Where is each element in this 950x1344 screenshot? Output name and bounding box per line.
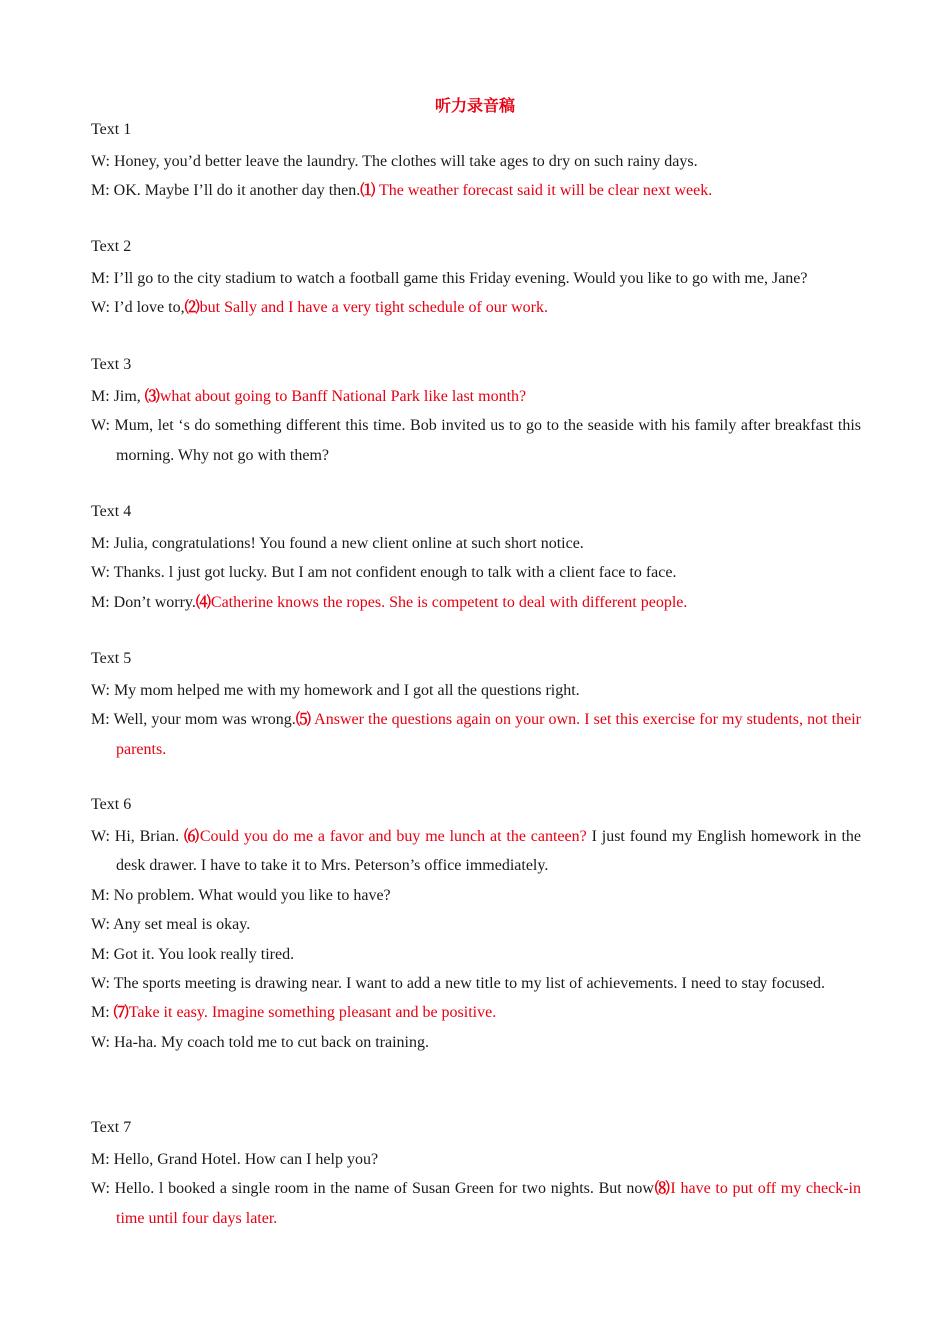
dialogue-text: M: Don’t worry. — [91, 593, 196, 611]
answer-highlight: Answer the questions again on your own. I set this exercise for my students, not their parents. — [116, 711, 861, 758]
dialogue-text: W: The sports meeting is drawing near. I want to add a new title to my list of achievements. I need to stay focused. — [91, 975, 826, 993]
answer-number-marker: ⑶ — [144, 387, 160, 405]
dialogue-line — [91, 881, 861, 910]
dialogue-lines — [91, 382, 861, 470]
dialogue-line — [91, 705, 861, 764]
dialogue-text: M: No problem. What would you like to have? — [91, 886, 391, 904]
dialogue-line — [91, 558, 861, 587]
answer-highlight: but Sally and I have a very tight schedule of our work. — [199, 299, 548, 317]
section-heading: Text 5 — [91, 650, 132, 667]
dialogue-text: M: Jim, — [91, 388, 145, 405]
dialogue-text: M: I’ll go to the city stadium to watch a football game this Friday evening. Would you like to go with me, Jane? — [91, 270, 808, 287]
dialogue-line — [91, 147, 861, 176]
answer-number-marker: ⑺ — [113, 1003, 129, 1022]
dialogue-text: W: Hello. l booked a single room in the name of Susan Green for two nights. But now — [91, 1180, 654, 1198]
dialogue-text: W: My mom helped me with my homework and I got all the questions right. — [91, 682, 580, 699]
dialogue-line — [91, 676, 861, 705]
section-heading: Text 2 — [91, 238, 132, 255]
answer-number-marker: ⑻ — [653, 1179, 671, 1198]
answer-highlight: I have to put off my check-in time until four days later. — [116, 1180, 862, 1227]
dialogue-line — [91, 1145, 861, 1174]
dialogue-text: M: — [91, 1004, 114, 1022]
dialogue-lines — [91, 147, 861, 206]
text-section — [91, 647, 861, 764]
text-section — [91, 500, 861, 617]
section-heading: Text 6 — [91, 796, 132, 813]
dialogue-text: M: OK. Maybe I’ll do it another day then. — [91, 182, 361, 200]
dialogue-lines — [91, 822, 861, 1057]
dialogue-line — [91, 998, 861, 1027]
text-section — [91, 1116, 861, 1233]
page-title: 听力录音稿 — [434, 96, 515, 115]
dialogue-text: M: Julia, congratulations! You found a new client online at such short notice. — [91, 535, 584, 552]
dialogue-lines — [91, 529, 861, 617]
dialogue-line — [91, 264, 861, 293]
dialogue-line — [91, 293, 861, 322]
dialogue-line — [91, 529, 861, 558]
answer-number-marker: ⑸ — [295, 710, 311, 729]
section-heading: Text 1 — [91, 121, 132, 138]
dialogue-line — [91, 910, 861, 939]
section-heading: Text 3 — [91, 356, 132, 373]
answer-highlight: The weather forecast said it will be clear next week. — [375, 182, 713, 200]
section-heading: Text 4 — [91, 503, 132, 520]
dialogue-lines — [91, 264, 861, 323]
dialogue-text: M: Well, your mom was wrong. — [91, 711, 296, 729]
answer-number-marker: ⑷ — [195, 592, 211, 611]
text-section — [91, 235, 861, 323]
dialogue-text: M: Got it. You look really tired. — [91, 945, 295, 963]
dialogue-text: W: Mum, let ‘s do something different this time. Bob invited us to go to the seaside with his family after breakfast this morning. Why not go with them? — [91, 417, 861, 464]
answer-number-marker: ⑴ — [360, 181, 376, 200]
answer-highlight: Take it easy. Imagine something pleasant and be positive. — [128, 1004, 497, 1022]
dialogue-text: W: Thanks. l just got lucky. But I am not confident enough to talk with a client face to face. — [91, 564, 677, 582]
dialogue-line — [91, 822, 861, 881]
dialogue-text: W: I’d love to, — [91, 299, 185, 317]
dialogue-line — [91, 176, 861, 205]
answer-number-marker: ⑵ — [184, 298, 200, 317]
dialogue-text: W: Honey, you’d better leave the laundry. The clothes will take ages to dry on such rainy days. — [91, 153, 698, 170]
text-section — [91, 118, 861, 206]
text-section — [91, 793, 861, 1057]
dialogue-line — [91, 1174, 861, 1233]
dialogue-lines — [91, 676, 861, 764]
answer-highlight: Catherine knows the ropes. She is competent to deal with different people. — [210, 593, 688, 611]
dialogue-lines — [91, 1145, 861, 1233]
dialogue-line — [91, 1028, 861, 1057]
section-heading: Text 7 — [91, 1119, 132, 1136]
dialogue-line — [91, 411, 861, 470]
dialogue-text: M: Hello, Grand Hotel. How can I help you? — [91, 1151, 379, 1168]
dialogue-line — [91, 588, 861, 617]
dialogue-line — [91, 969, 861, 998]
answer-highlight: what about going to Banff National Park like last month? — [159, 388, 527, 405]
answer-highlight: Could you do me a favor and buy me lunch at the canteen? — [199, 828, 587, 845]
dialogue-line — [91, 940, 861, 969]
dialogue-text: W: Any set meal is okay. — [91, 916, 251, 934]
dialogue-line — [91, 382, 861, 411]
dialogue-text: W: Ha-ha. My coach told me to cut back on training. — [91, 1033, 429, 1051]
answer-number-marker: ⑹ — [184, 827, 200, 845]
dialogue-text: I just found my English homework in the desk drawer. I have to take it to Mrs. Peterson’s office immediately. — [116, 828, 861, 875]
text-section — [91, 353, 861, 470]
dialogue-text: W: Hi, Brian. — [91, 828, 185, 845]
